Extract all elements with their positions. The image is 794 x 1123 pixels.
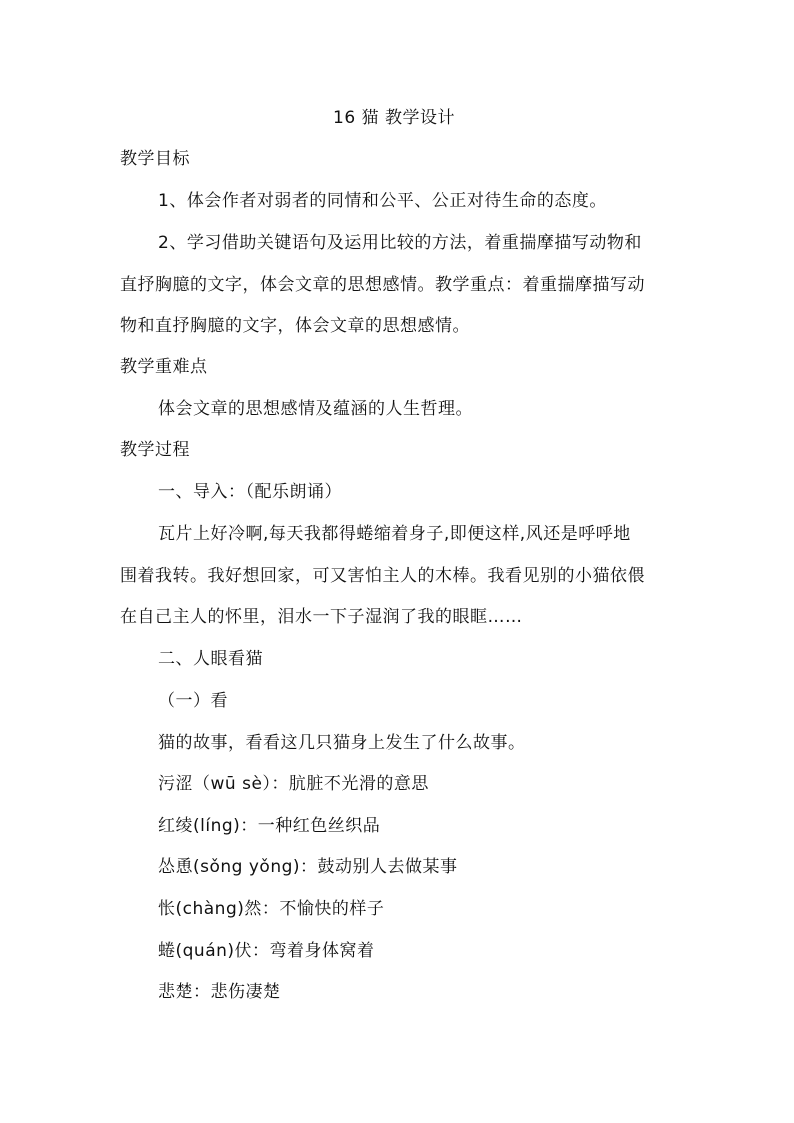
section-intro: 一、导入：（配乐朗诵） <box>158 482 342 502</box>
document-title: 16 猫 教学设计 <box>333 108 455 128</box>
recitation-line-3: 在自己主人的怀里，泪水一下子湿润了我的眼眶…… <box>120 607 523 627</box>
objective-2-line-3: 物和直抒胸臆的文字，体会文章的思想感情。 <box>120 316 470 336</box>
vocab-changran: 怅(chàng)然：不愉快的样子 <box>158 899 385 919</box>
heading-process: 教学过程 <box>120 440 190 460</box>
vocab-beichu: 悲楚：悲伤凄楚 <box>158 982 281 1002</box>
vocab-quanfu: 蜷(quán)伏：弯着身体窝着 <box>158 941 375 961</box>
section-human-eyes: 二、人眼看猫 <box>158 649 263 669</box>
vocab-wuse: 污涩（wū sè）：肮脏不光滑的意思 <box>158 774 429 794</box>
heading-key-difficult: 教学重难点 <box>120 357 208 377</box>
objective-2-line-1: 2、学习借助关键语句及运用比较的方法，着重揣摩描写动物和 <box>158 233 642 253</box>
heading-objectives: 教学目标 <box>120 149 190 169</box>
objective-1: 1、体会作者对弱者的同情和公平、公正对待生命的态度。 <box>158 191 607 211</box>
vocab-hongling: 红绫(líng)：一种红色丝织品 <box>158 816 381 836</box>
cat-story-text: 猫的故事，看看这几只猫身上发生了什么故事。 <box>158 733 526 753</box>
recitation-line-2: 围着我转。我好想回家，可又害怕主人的木棒。我看见别的小猫依偎 <box>120 566 645 586</box>
subsection-look: （一）看 <box>158 691 228 711</box>
recitation-line-1: 瓦片上好冷啊,每天我都得蜷缩着身子,即便这样,风还是呼呼地 <box>158 524 631 544</box>
objective-2-line-2: 直抒胸臆的文字，体会文章的思想感情。教学重点：着重揣摩描写动 <box>120 275 645 295</box>
vocab-songyong: 怂恿(sǒng yǒng)：鼓动别人去做某事 <box>158 857 458 877</box>
key-difficult-text: 体会文章的思想感情及蕴涵的人生哲理。 <box>158 399 473 419</box>
